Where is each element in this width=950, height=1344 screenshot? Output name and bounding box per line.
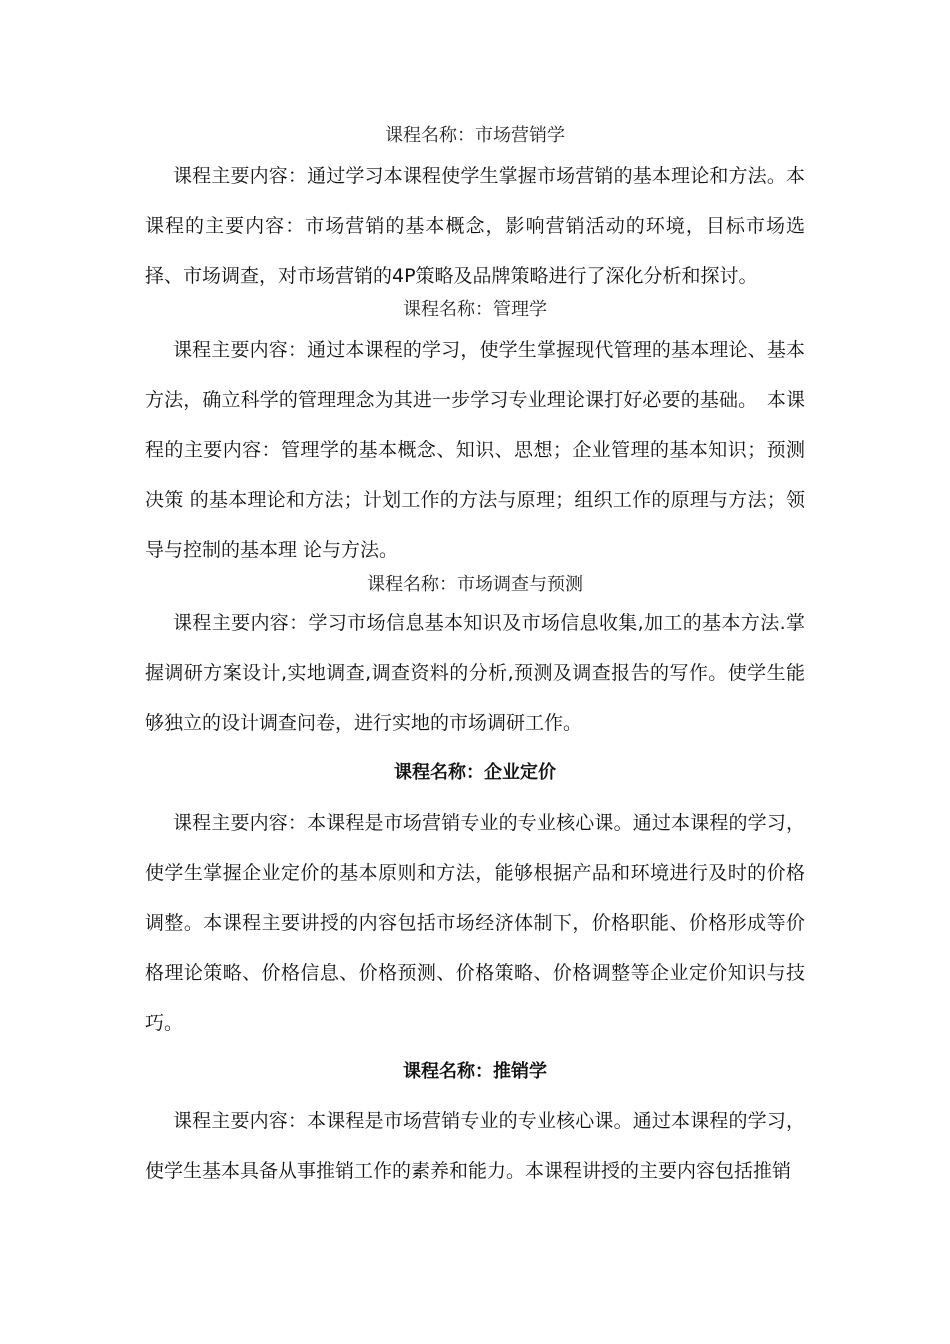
course-content-marketing: 课程主要内容：通过学习本课程使学生掌握市场营销的基本理论和方法。本课程的主要内容：市场营销的基本概念，影响营销活动的环境，目标市场选择、市场调查，对市场营销的4P策略及品牌策略进行了深化分析和探讨。	[145, 165, 805, 287]
course-content-pricing: 课程主要内容：本课程是市场营销专业的专业核心课。通过本课程的学习，使学生掌握企业定价的基本原则和方法，能够根据产品和环境进行及时的价格调整。本课程主要讲授的内容包括市场经济体制下，价格职能、价格形成等价格理论策略、价格信息、价格预测、价格策略、价格调整等企业定价知识与技巧。	[145, 812, 805, 1034]
course-content-market-research: 课程主要内容：学习市场信息基本知识及市场信息收集,加工的基本方法.掌握调研方案设计,实地调查,调查资料的分析,预测及调查报告的写作。使学生能够独立的设计调查问卷，进行实地的市场调研工作。	[145, 612, 805, 734]
course-content-management: 课程主要内容：通过本课程的学习，使学生掌握现代管理的基本理论、基本方法，确立科学的管理理念为其进一步学习专业理论课打好必要的基础。 本课程的主要内容：管理学的基本概念、知识、思想；企业管理的基本知识；预测决策 的基本理论和方法；计划工作的方法与原理；组织工作的原理与方法；领导与控制的基本理 论与方法。	[145, 339, 805, 561]
course-title-marketing: 课程名称：市场营销学	[385, 125, 565, 146]
course-title-salesmanship: 课程名称：推销学	[403, 1061, 547, 1082]
course-title-management: 课程名称：管理学	[403, 299, 547, 320]
course-content-salesmanship: 课程主要内容：本课程是市场营销专业的专业核心课。通过本课程的学习，使学生基本具备从事推销工作的素养和能力。本课程讲授的主要内容包括推销	[145, 1110, 805, 1182]
course-title-pricing: 课程名称：企业定价	[394, 762, 556, 783]
course-title-market-research: 课程名称：市场调查与预测	[367, 574, 583, 595]
